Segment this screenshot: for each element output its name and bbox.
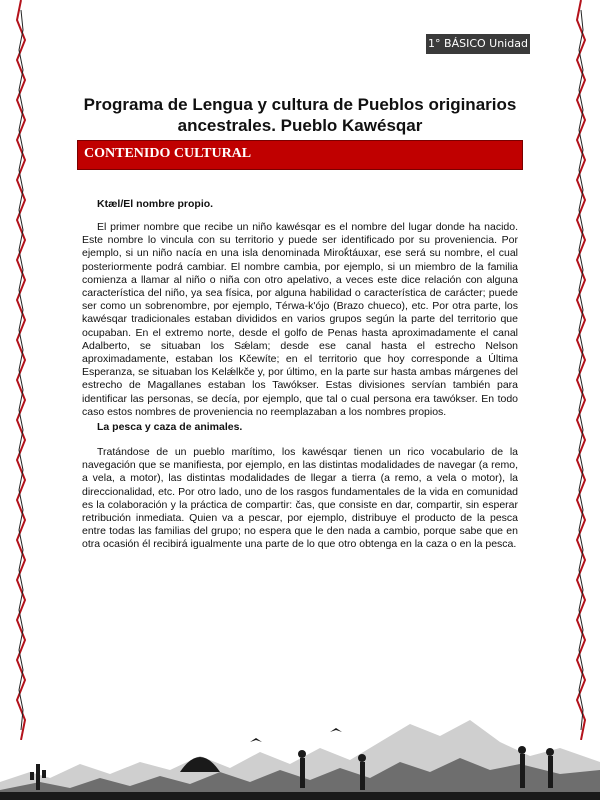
grade-badge: 1° BÁSICO Unidad 3 bbox=[426, 34, 530, 54]
paragraph-pesca-caza: Tratándose de un pueblo marítimo, los kawésqar tienen un rico vocabulario de la navegación que se manifiesta, por ejemplo, en las distintas modalidades de navegar (a remo, a vela, a motor), las distintas modalidades de llegar a tierra (a remo, a vela o motor), la direccionalidad, etc. Por otro lado, uno de los rasgos fundamentales de la vida en comunidad es la colaboración y la práctica de compartir: čas, que consiste en dar, compartir, sin esperar retribución inmediata. Quien va a pescar, por ejemplo, distribuye el producto de la pesca entre todas las familias del grupo; no espera que le den nada a cambio, porque sabe que en otra ocasión él recibirá igualmente una parte de lo que otro obtenga en la caza o en la pesca. bbox=[82, 446, 518, 551]
page-title-line1: Programa de Lengua y cultura de Pueblos originarios bbox=[83, 95, 517, 114]
page-title bbox=[60, 94, 540, 136]
subheading-pesca-caza: La pesca y caza de animales. bbox=[97, 421, 243, 433]
section-header-bar bbox=[77, 140, 523, 170]
landscape-silhouette-icon bbox=[0, 712, 600, 800]
section-header-label: CONTENIDO CULTURAL bbox=[84, 146, 252, 161]
paragraph-nombre-propio: El primer nombre que recibe un niño kawésqar es el nombre del lugar donde ha nacido. Este nombre lo vincula con su territorio y puede ser identificado por su proveniencia. Por ejemplo, si un niño nacía en una isla denominada Mirok̓táuxar, ese será su nombre, el cual posteriormente podrá cambiar. El nombre cambia, por ejemplo, si un miembro de la familia comienza a llamar al niño o niña con otro apelativo, a veces este dice relación con alguna característica del niño, ya sea física, por alguna habilidad o característica de carácter; puede ser como un sobrenombre, por ejemplo, Térwa-k'ójo (Brazo chueco), etc. Por otra parte, los kawésqar tradicionales estaban divididos en varios grupos según la parte del territorio que ocupaban. En el extremo norte, desde el golfo de Penas hasta aproximadamente el canal Adalberto, se situaban los Sǽlam; desde ese canal hasta el estrecho Nelson aproximadamente, estaban los Kčewíte; en el territorio que hoy corresponde a Última Esperanza, se situaban los Kelǽlkče y, por último, en la parte sur hasta ambas márgenes del estrecho de Magallanes estaban los Tawókser. Estas divisiones servían también para identificar las personas, se decía, por ejemplo, que tal o cual persona era tawókser. En todo caso estos nombres de proveniencia no reemplazaban a los nombres propios. bbox=[82, 221, 518, 418]
left-zigzag-border-icon bbox=[14, 0, 28, 740]
right-zigzag-border-icon bbox=[574, 0, 588, 740]
subheading-nombre-propio: Ktæl/El nombre propio. bbox=[97, 198, 214, 210]
page-title-line2: ancestrales. Pueblo Kawésqar bbox=[177, 116, 423, 135]
